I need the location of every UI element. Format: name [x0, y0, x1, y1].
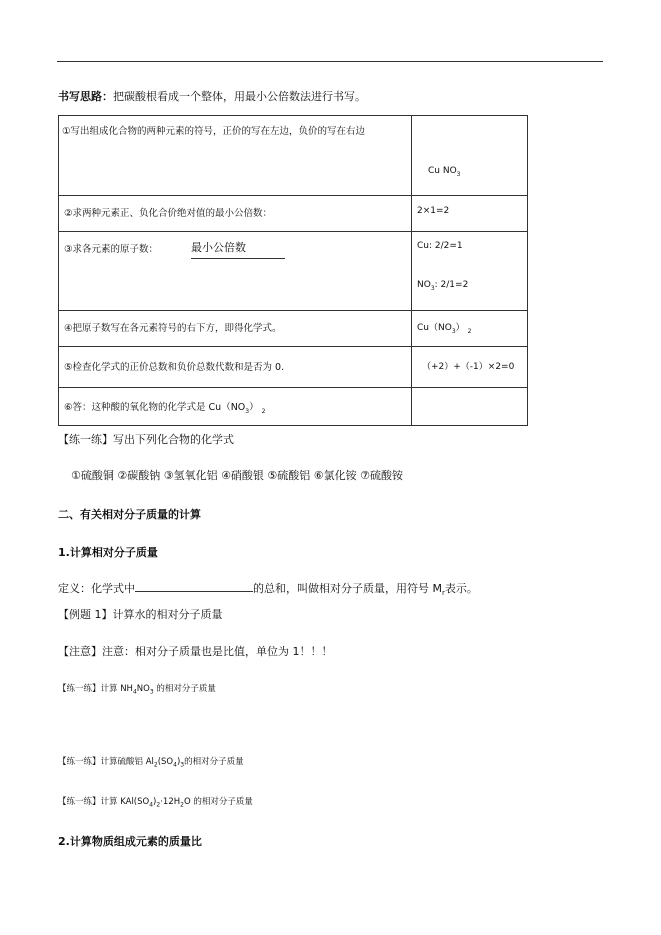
- table-row: [59, 311, 528, 347]
- practice-1-items: ①硫酸铜 ②碳酸钠 ③氢氧化铝 ④硝酸银 ⑤硫酸铝 ⑥氯化铵 ⑦硫酸铵: [71, 469, 404, 482]
- step-1-result: Cu $NO_3$: [428, 166, 461, 178]
- table-row: [59, 196, 528, 232]
- step-2-text: ②求两种元素正、负化合价绝对值的最小公倍数：: [64, 208, 273, 219]
- step-5-result: （+2）+（-1）×2=0: [422, 362, 515, 372]
- lcm-annotation: 最小公倍数: [191, 241, 246, 254]
- writing-idea-label: 书写思路：: [58, 90, 113, 103]
- steps-table: [58, 115, 528, 426]
- subsection-2-title: 2.计算物质组成元素的质量比: [58, 835, 202, 848]
- section-2-title: 二、有关相对分子质量的计算: [58, 508, 201, 521]
- step-3-result-no3: $NO_3$: 2/1=2: [417, 280, 469, 292]
- exercise-nh4no3: 【练一练】计算 $NH_4NO_3$ 的相对分子质量: [58, 684, 216, 696]
- step-6-text: ⑥答：这种酸的氧化物的化学式是 $Cu(NO_3)$ $_2$: [64, 402, 266, 415]
- step-1-text: ①写出组成化合物的两种元素的符号，正价的写在左边，负价的写在右边: [62, 126, 366, 137]
- definition: 定义：化学式中 的总和，叫做相对分子质量，用符号 $M_r$表示。: [58, 582, 478, 598]
- exercise-alum: 【练一练】计算 $KAl(SO_4)_2\cdot 12H_2O$ 的相对分子质量: [58, 797, 253, 809]
- subsection-1-title: 1.计算相对分子质量: [58, 546, 158, 559]
- step-3-result-cu: Cu: 2/2=1: [417, 241, 463, 251]
- step-6-result: [412, 388, 527, 425]
- exercise-al2so43: 【练一练】计算硫酸铝 $Al_2(SO_4)_3$的相对分子质量: [58, 757, 244, 769]
- step-3-text: ③求各元素的原子数：: [64, 244, 159, 255]
- example-1: 【例题 1】计算水的相对分子质量: [58, 608, 223, 621]
- header-rule: [57, 61, 603, 62]
- table-row: [59, 116, 528, 196]
- step-4-text: ④把原子数写在各元素符号的右下方，即得化学式。: [64, 323, 282, 334]
- step-2-result: 2×1=2: [417, 206, 450, 216]
- step-4-result: $Cu(NO_3)$ $_2$: [417, 323, 472, 335]
- writing-idea-text: 把碳酸根看成一个整体，用最小公倍数法进行书写。: [113, 90, 366, 103]
- step-5-text: ⑤检查化学式的正价总数和负价总数代数和是否为 0.: [64, 362, 285, 373]
- table-row: [59, 388, 528, 426]
- practice-1-heading: 【练一练】写出下列化合物的化学式: [58, 433, 234, 446]
- definition-blank: [135, 591, 253, 592]
- note: 【注意】注意：相对分子质量也是比值，单位为 1！！！: [58, 645, 333, 658]
- table-row: [59, 232, 528, 311]
- writing-idea: [58, 88, 366, 104]
- table-row: [59, 347, 528, 388]
- lcm-underline: [191, 258, 285, 259]
